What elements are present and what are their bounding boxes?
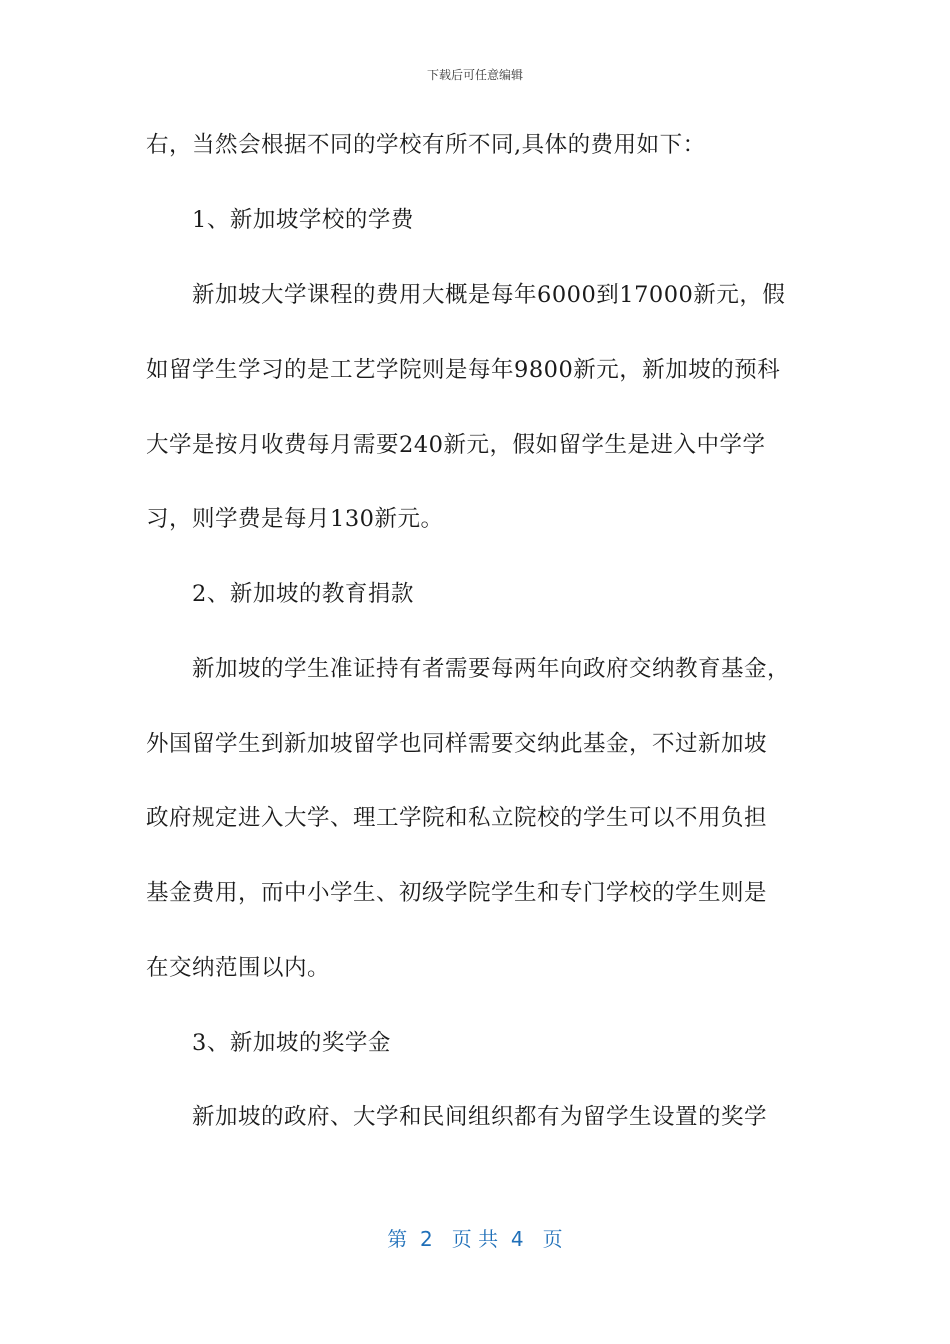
text-line: 大学是按月收费每月需要240新元，假如留学生是进入中学学 (146, 432, 766, 458)
text-line: 习，则学费是每月130新元。 (146, 506, 444, 532)
text-line: 新加坡大学课程的费用大概是每年6000到17000新元，假 (192, 282, 786, 308)
section-heading: 1、新加坡学校的学费 (192, 207, 414, 233)
text-line: 在交纳范围以内。 (146, 955, 331, 981)
section-heading: 3、新加坡的奖学金 (192, 1030, 391, 1056)
text-line: 外国留学生到新加坡留学也同样需要交纳此基金，不过新加坡 (146, 731, 768, 757)
text-line: 如留学生学习的是工艺学院则是每年9800新元，新加坡的预科 (146, 357, 781, 383)
text-line: 新加坡的政府、大学和民间组织都有为留学生设置的奖学 (192, 1104, 768, 1130)
text-line: 基金费用，而中小学生、初级学院学生和专门学校的学生则是 (146, 880, 768, 906)
text-line: 政府规定进入大学、理工学院和私立院校的学生可以不用负担 (146, 805, 768, 831)
text-line: 右，当然会根据不同的学校有所不同,具体的费用如下： (146, 132, 706, 158)
header-note: 下载后可任意编辑 (426, 68, 523, 82)
section-heading: 2、新加坡的教育捐款 (192, 581, 414, 607)
page-number-footer: 第 2 页 共 4 页 (387, 1227, 563, 1251)
text-line: 新加坡的学生准证持有者需要每两年向政府交纳教育基金， (192, 656, 791, 682)
